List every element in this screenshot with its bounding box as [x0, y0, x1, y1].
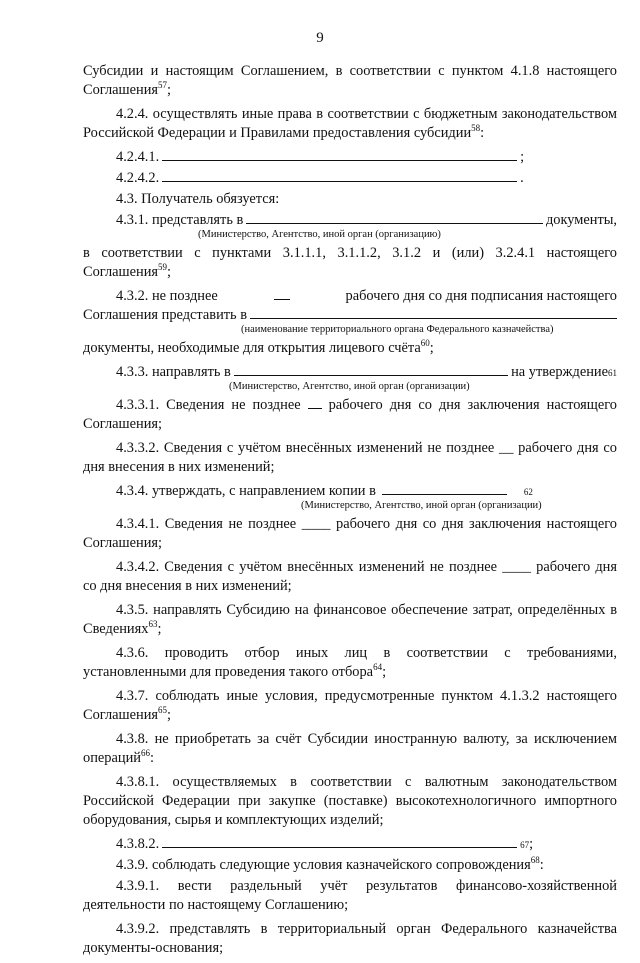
paragraph-4-3-8-1: 4.3.8.1. осуществляемых в соответствии с валютным законодательством Российской Федерации при закупке (поставке) высокотехнологичного импортного оборудования, сырья и комплектующих изделий;	[83, 774, 617, 828]
paragraph-4-2-4: 4.2.4. осуществлять иные права в соответствии с бюджетным законодательством Российской Федерации и Правилами предоставления субсидии$^{58}$:	[83, 106, 617, 141]
note-ministry-3: (Министерство, Агентство, иной орган (организации)	[301, 500, 542, 511]
document-body	[83, 62, 617, 963]
footnote-ref: 58	[471, 123, 481, 134]
paragraph-4-3-4-1: 4.3.4.1. Сведения не позднее ____ рабочего дня со дня заключения настоящего Соглашения;	[83, 516, 617, 551]
note-treasury: (наименование территориального органа Федерального казначейства)	[241, 324, 554, 335]
footnote-ref: 57	[158, 80, 168, 91]
paragraph-4-3-5: 4.3.5. направлять Субсидию на финансовое обеспечение затрат, определённых в Сведениях$^{63}$;	[83, 602, 617, 637]
line-4-3-2-b: Соглашения представить в	[83, 306, 617, 325]
heading-4-3: 4.3. Получатель обязуется:	[116, 191, 280, 207]
line-4-3-3: 4.3.3. направлять в на утверждение 61	[116, 364, 617, 380]
footnote-ref: 63	[148, 619, 158, 630]
note-ministry: (Министерство, Агентство, иной орган (организацию)	[198, 229, 441, 240]
paragraph-4-3-6: 4.3.6. проводить отбор иных лиц в соответствии с требованиями, установленными для проведения такого отбора$^{64}$;	[83, 645, 617, 680]
paragraph-4-3-4-2: 4.3.4.2. Сведения с учётом внесённых изменений не позднее ____ рабочего дня со дня внесения в них изменений;	[83, 559, 617, 594]
note-ministry-2: (Министерство, Агентство, иной орган (организации)	[229, 381, 470, 392]
paragraph-4-3-9: 4.3.9. соблюдать следующие условия казначейского сопровождения$^{68}$:	[116, 855, 544, 873]
paragraph-4-3-1-cont: в соответствии с пунктами 3.1.1.1, 3.1.1.2, 3.1.2 и (или) 3.2.4.1 настоящего Соглашения$^{59}$;	[83, 245, 617, 280]
footnote-ref: 68	[530, 855, 540, 866]
paragraph-4-3-9-2: 4.3.9.2. представлять в территориальный орган Федерального казначейства документы-основания;	[83, 921, 617, 956]
paragraph-4-3-8: 4.3.8. не приобретать за счёт Субсидии иностранную валюту, за исключением операций$^{66}$:	[83, 731, 617, 766]
line-4-3-4: 4.3.4. утверждать, с направлением копии в 62	[116, 483, 533, 499]
line-4-3-2: 4.3.2. не позднее рабочего дня со дня подписания настоящего	[116, 288, 617, 304]
footnote-ref: 59	[158, 262, 168, 273]
paragraph-4-3-3-2: 4.3.3.2. Сведения с учётом внесённых изменений не позднее __ рабочего дня со дня внесения в них изменений;	[83, 440, 617, 475]
footnote-ref: 65	[158, 705, 168, 716]
footnote-ref: 60	[420, 338, 430, 349]
blank-line-4-2-4-1: 4.2.4.1. ;	[116, 149, 525, 165]
blank-line-4-2-4-2: 4.2.4.2. .	[116, 170, 524, 186]
paragraph-4-3-2-cont: документы, необходимые для открытия лицевого счёта$^{60}$;	[83, 338, 434, 356]
paragraph-4-3-9-1: 4.3.9.1. вести раздельный учёт результатов финансово-хозяйственной деятельности по настоящему Соглашению;	[83, 878, 617, 913]
blank-line-4-3-8-2: 4.3.8.2. 67 ;	[116, 836, 534, 852]
footnote-ref: 66	[140, 748, 150, 759]
line-4-3-1: 4.3.1. представлять в документы,	[116, 212, 617, 228]
paragraph-4-3-7: 4.3.7. соблюдать иные условия, предусмотренные пунктом 4.1.3.2 настоящего Соглашения$^{65}$;	[83, 688, 617, 723]
paragraph-4-3-3-1: 4.3.3.1. Сведения не позднее рабочего дня со дня заключения настоящего Соглашения;	[83, 397, 617, 432]
paragraph: Субсидии и настоящим Соглашением, в соответствии с пунктом 4.1.8 настоящего Соглашения$^{57}$;	[83, 63, 617, 98]
page-number: 9	[316, 30, 324, 46]
footnote-ref: 64	[373, 662, 383, 673]
